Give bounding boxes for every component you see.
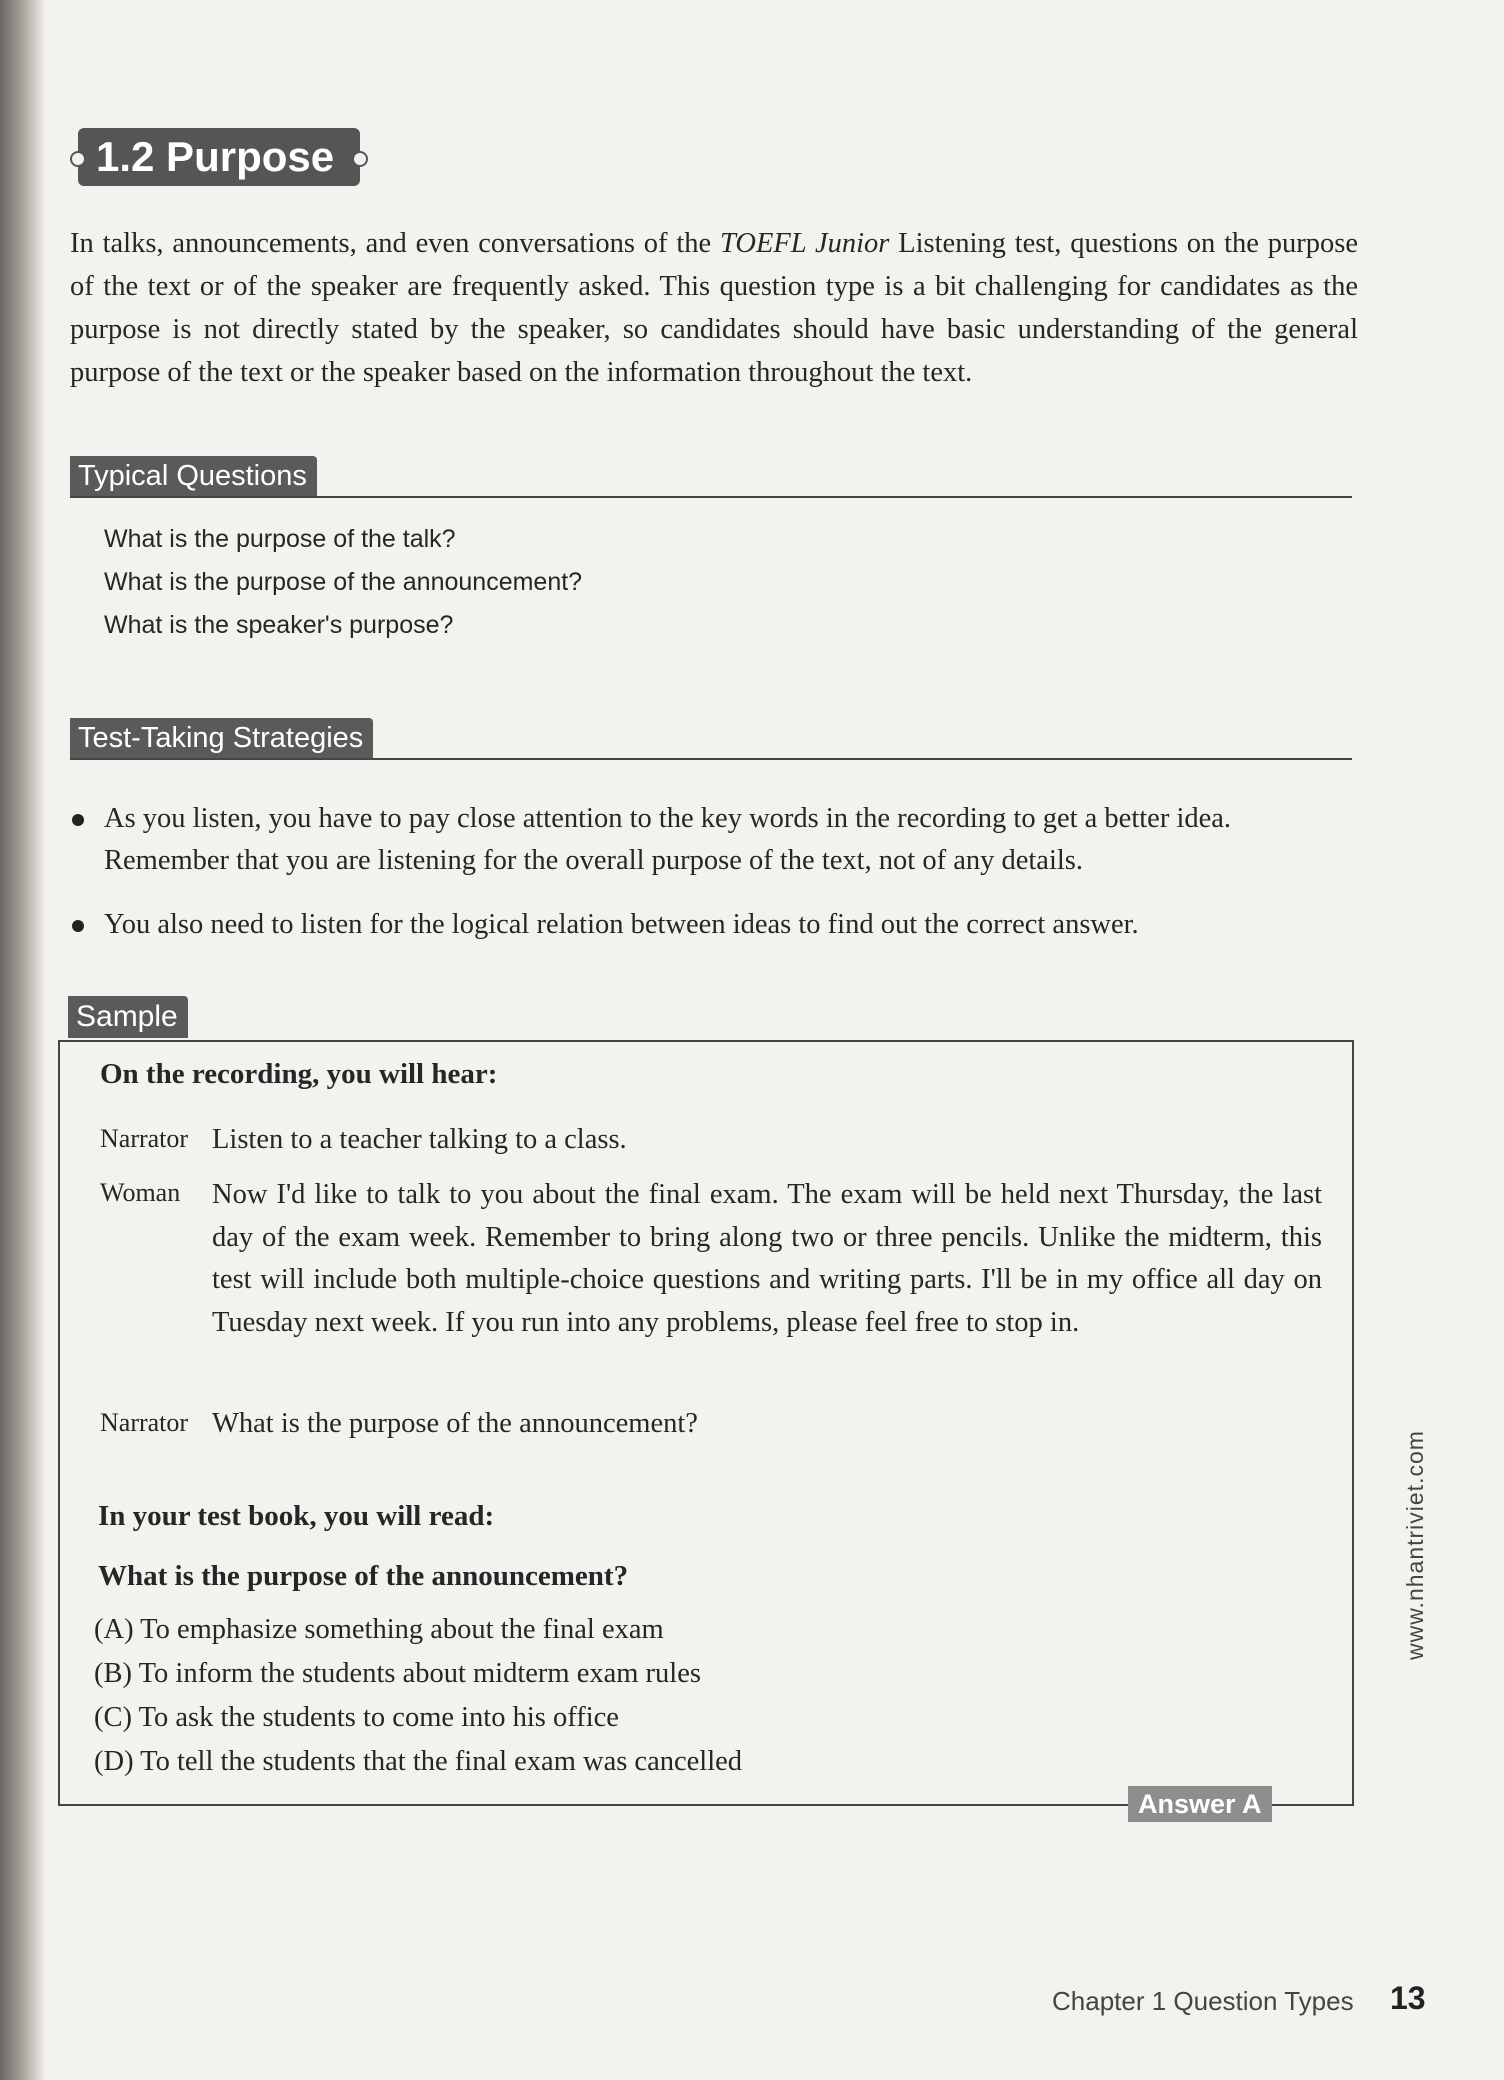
strategies-label: Test-Taking Strategies xyxy=(70,718,373,758)
strategy-text: As you listen, you have to pay close attention to the key words in the recording to get a better idea. Remember that you are listening for the overall purpose of the text, not of any details. xyxy=(104,803,1232,876)
strategies-list xyxy=(70,798,1352,968)
answer-choices xyxy=(94,1608,742,1784)
sample-label: Sample xyxy=(68,996,188,1038)
typical-question: What is the purpose of the announcement? xyxy=(104,568,583,596)
strategies-header xyxy=(70,718,1352,760)
typical-questions-header xyxy=(70,456,1352,498)
dialogue-speaker: Narrator xyxy=(100,1124,189,1153)
intro-text-start: In talks, announcements, and even conversations of the xyxy=(70,228,721,259)
answer-choice: (C) To ask the students to come into his office xyxy=(94,1702,619,1733)
answer-tag: Answer A xyxy=(1128,1786,1272,1822)
typical-question: What is the speaker's purpose? xyxy=(104,611,454,639)
typical-questions-label: Typical Questions xyxy=(70,456,317,496)
intro-paragraph xyxy=(70,222,1358,394)
hear-heading: On the recording, you will hear: xyxy=(100,1058,498,1090)
answer-choice: (D) To tell the students that the final exam was cancelled xyxy=(94,1746,743,1777)
page-binding-shadow xyxy=(0,0,46,2080)
typical-questions-list xyxy=(104,518,582,647)
dialogue-line: Listen to a teacher talking to a class. xyxy=(212,1124,627,1155)
bullet-icon xyxy=(72,814,84,826)
typical-question: What is the purpose of the talk? xyxy=(104,525,456,553)
section-title-text: 1.2 Purpose xyxy=(96,133,335,180)
dialogue-speaker: Woman xyxy=(100,1178,181,1207)
sample-header xyxy=(68,996,1352,1038)
dialogue-line: What is the purpose of the announcement? xyxy=(212,1408,698,1439)
intro-test-name: TOEFL Junior xyxy=(720,228,890,259)
answer-choice: (A) To emphasize something about the final exam xyxy=(94,1614,664,1645)
strategy-item xyxy=(70,798,1352,882)
section-title xyxy=(78,128,360,186)
intro-text-end: Listening test, questions on the purpose of the text or of the speaker are frequently asked. This question type is a bit challenging for candidates as the purpose is not directly stated by the speaker, so candidates should have basic understanding of the general purpose of the text or the speaker based on the information throughout the text. xyxy=(70,228,1358,388)
page-number: 13 xyxy=(1390,1980,1426,2016)
dialogue-speaker: Narrator xyxy=(100,1408,189,1437)
dialogue-line: Now I'd like to talk to you about the final exam. The exam will be held next Thursday, the last day of the exam week. Remember to bring along two or three pencils. Unlike the midterm, this test will include both multiple-choice questions and writing parts. I'll be in my office all day on Tuesday next week. If you run into any problems, please feel free to stop in. xyxy=(212,1179,1322,1338)
sample-question: What is the purpose of the announcement? xyxy=(98,1560,629,1592)
title-right-dot xyxy=(352,151,368,167)
title-left-dot xyxy=(70,151,86,167)
watermark: www.nhantriviet.com xyxy=(1402,1430,1428,1660)
answer-choice: (B) To inform the students about midterm exam rules xyxy=(94,1658,701,1689)
bullet-icon xyxy=(72,920,84,932)
footer-chapter: Chapter 1 Question Types xyxy=(1052,1986,1354,2016)
strategy-text: You also need to listen for the logical relation between ideas to find out the correct answer. xyxy=(104,909,1139,940)
read-heading: In your test book, you will read: xyxy=(98,1500,495,1532)
strategy-item xyxy=(70,904,1352,946)
